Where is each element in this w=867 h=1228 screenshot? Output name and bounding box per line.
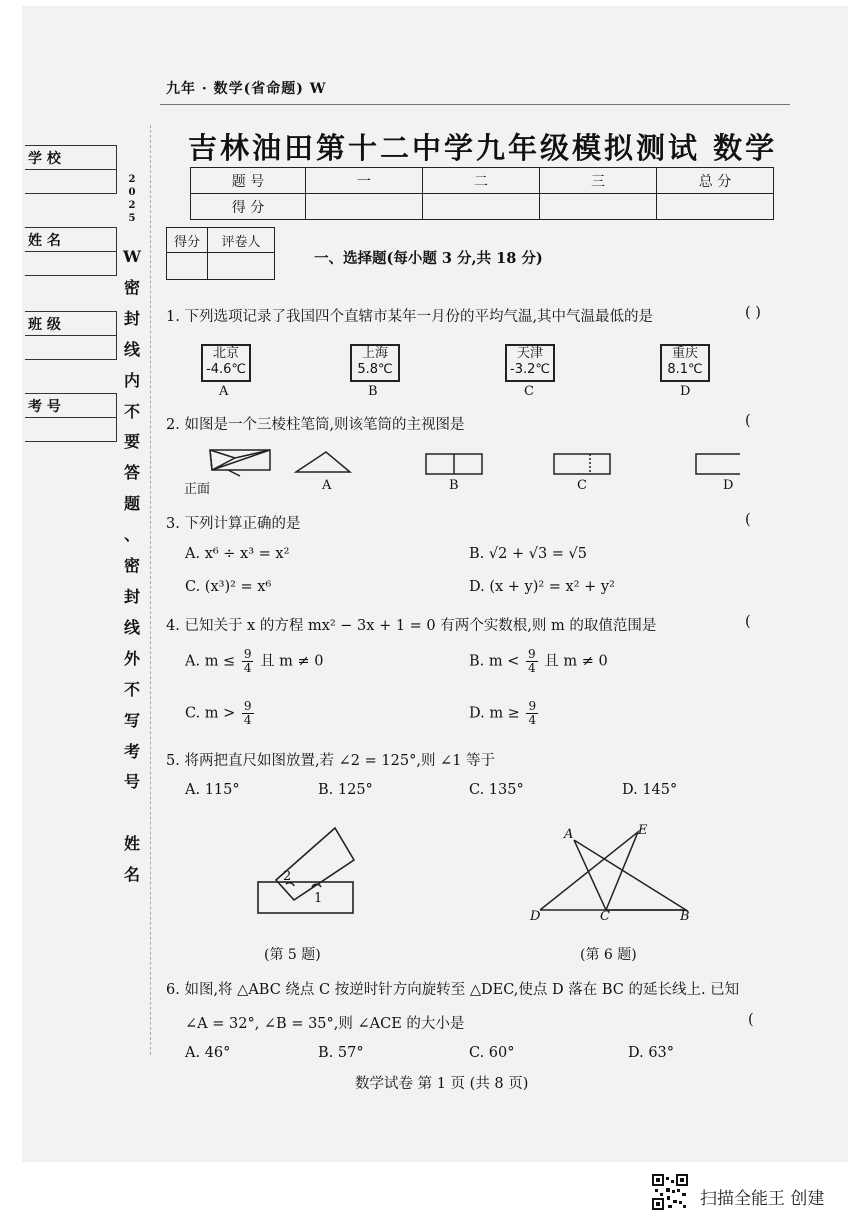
score-cell: 三 xyxy=(540,168,657,194)
class-field-input[interactable] xyxy=(25,335,117,360)
option-letter: C xyxy=(524,384,534,399)
fraction: $\frac{9}{4}$ xyxy=(243,699,252,727)
score-cell: 二 xyxy=(423,168,540,194)
grader-name-label: 评卷人 xyxy=(208,228,275,253)
triangles-figure xyxy=(526,818,706,928)
seal-notice-char: 要 xyxy=(123,432,140,452)
header-rule xyxy=(160,104,790,105)
rulers-figure xyxy=(250,820,370,920)
question-2-figures xyxy=(180,444,740,496)
option-b-split-rectangle[interactable] xyxy=(426,454,482,474)
option-letter: D xyxy=(723,478,734,493)
grader-name-cell[interactable] xyxy=(208,253,275,280)
page-footer: 数学试卷 第 1 页 (共 8 页) xyxy=(355,1076,529,1092)
question-2-stem: 2. 如图是一个三棱柱笔筒,则该笔筒的主视图是 xyxy=(166,417,465,433)
seal-notice-char: 外 xyxy=(123,648,140,668)
question-5-option-d[interactable]: D. 145° xyxy=(622,782,678,798)
option-a-triangle[interactable] xyxy=(296,452,350,472)
fraction: $\frac{9}{4}$ xyxy=(528,647,536,675)
class-field-label: 班 级 xyxy=(28,317,61,333)
question-6-stem-line1: 6. 如图,将 △ABC 绕点 C 按逆时针方向旋转至 △DEC,使点 D 落在 BC 的延长线上. 已知 xyxy=(166,982,740,998)
question-4-option-c[interactable]: C. m > $\frac{9}{4}$ xyxy=(185,699,252,727)
section1-title: 一、选择题(每小题 3 分,共 18 分) xyxy=(314,250,543,267)
city-card-b[interactable]: 上海 5.8℃ xyxy=(350,344,400,382)
grader-score-label: 得分 xyxy=(167,228,208,253)
question-5-option-a[interactable]: A. 115° xyxy=(185,782,240,798)
page-title: 吉林油田第十二中学九年级模拟测试 数学 xyxy=(188,131,778,165)
option-letter: A xyxy=(219,384,229,399)
point-c-label: C xyxy=(600,909,610,924)
exam-number-field-label: 考 号 xyxy=(28,399,61,415)
question-5-stem: 5. 将两把直尺如图放置,若 ∠2 = 125°,则 ∠1 等于 xyxy=(166,753,496,769)
figure-6-caption: (第 6 题) xyxy=(580,947,637,963)
question-5-option-c[interactable]: C. 135° xyxy=(469,782,524,798)
city-card-a[interactable]: 北京 -4.6℃ xyxy=(201,344,251,382)
question-4-option-a[interactable]: A. m ≤ $\frac{9}{4}$ 且 m ≠ 0 xyxy=(185,647,324,675)
seal-notice-char: 考 xyxy=(123,741,140,761)
name-field-input[interactable] xyxy=(25,251,117,276)
exam-number-field-input[interactable] xyxy=(25,417,117,442)
seal-notice-char: 密 xyxy=(123,277,140,297)
fraction: $\frac{9}{4}$ xyxy=(528,699,537,727)
seal-notice-char: 答 xyxy=(123,463,140,483)
score-table-header-row xyxy=(191,168,774,194)
point-b-label: B xyxy=(680,909,690,924)
question-4-stem: 4. 已知关于 x 的方程 mx² − 3x + 1 = 0 有两个实数根,则 m 的取值范围是 xyxy=(166,618,657,634)
option-letter: A xyxy=(322,478,332,493)
seal-notice-char: 、 xyxy=(123,525,140,545)
score-input-cell[interactable] xyxy=(423,194,540,220)
question-2-answer-paren[interactable]: ( xyxy=(745,413,751,429)
seal-line-notice xyxy=(122,242,142,891)
score-table xyxy=(190,167,774,220)
school-field-label: 学 校 xyxy=(28,151,61,167)
question-4-answer-paren[interactable]: ( xyxy=(745,614,751,630)
seal-dashed-line xyxy=(150,125,151,1055)
option-letter: D xyxy=(680,384,691,399)
figure-5-caption: (第 5 题) xyxy=(264,947,321,963)
score-cell: 得 分 xyxy=(191,194,306,220)
front-view-label: 正面 xyxy=(184,482,211,497)
question-6-option-d[interactable]: D. 63° xyxy=(628,1045,675,1061)
seal-notice-char xyxy=(122,798,142,829)
school-field-input[interactable] xyxy=(25,169,117,194)
angle-1-label: 1 xyxy=(314,891,323,906)
seal-notice-char: W xyxy=(123,247,141,266)
question-3-option-a[interactable]: A. x⁶ ÷ x³ = x² xyxy=(185,546,290,562)
question-1-stem: 1. 下列选项记录了我国四个直辖市某年一月份的平均气温,其中气温最低的是 xyxy=(166,309,654,325)
qr-code-icon xyxy=(652,1174,688,1210)
seal-notice-char: 内 xyxy=(123,370,140,390)
question-6-option-c[interactable]: C. 60° xyxy=(469,1045,515,1061)
question-3-answer-paren[interactable]: ( xyxy=(745,512,751,528)
fraction: $\frac{9}{4}$ xyxy=(243,647,252,675)
seal-notice-char: 密 xyxy=(123,556,140,576)
question-6-option-a[interactable]: A. 46° xyxy=(185,1045,231,1061)
option-d-rectangle[interactable] xyxy=(696,454,740,474)
seal-notice-char: 名 xyxy=(123,865,140,885)
score-table-score-row xyxy=(191,194,774,220)
city-card-c[interactable]: 天津 -3.2℃ xyxy=(505,344,555,382)
sidebar-year: 2025 xyxy=(128,174,136,224)
score-cell: 一 xyxy=(306,168,423,194)
seal-notice-char: 不 xyxy=(123,679,140,699)
horizontal-ruler xyxy=(258,882,353,913)
question-5-option-b[interactable]: B. 125° xyxy=(318,782,373,798)
seal-notice-char: 线 xyxy=(123,339,140,359)
city-card-d[interactable]: 重庆 8.1℃ xyxy=(660,344,710,382)
question-6-answer-paren[interactable]: ( xyxy=(748,1012,754,1028)
question-3-option-c[interactable]: C. (x³)² = x⁶ xyxy=(185,579,272,595)
scanner-watermark: 扫描全能王 创建 xyxy=(700,1189,825,1209)
seal-notice-char: 姓 xyxy=(123,834,140,854)
option-letter: B xyxy=(449,478,459,493)
score-cell: 题 号 xyxy=(191,168,306,194)
question-4-option-b[interactable]: B. m < $\frac{9}{4}$ 且 m ≠ 0 xyxy=(469,647,608,675)
grader-box xyxy=(166,227,275,280)
seal-notice-char: 不 xyxy=(123,401,140,421)
seal-notice-char: 封 xyxy=(123,586,140,606)
question-4-option-d[interactable]: D. m ≥ $\frac{9}{4}$ xyxy=(469,699,537,727)
score-input-cell[interactable] xyxy=(306,194,423,220)
question-6-option-b[interactable]: B. 57° xyxy=(318,1045,364,1061)
score-input-cell[interactable] xyxy=(657,194,774,220)
question-3-stem: 3. 下列计算正确的是 xyxy=(166,516,301,532)
option-letter: C xyxy=(577,478,587,493)
point-a-label: A xyxy=(564,827,574,842)
prism-pen-holder-figure xyxy=(210,450,270,476)
seal-notice-char: 写 xyxy=(123,710,140,730)
question-3-option-d[interactable]: D. (x + y)² = x² + y² xyxy=(469,579,615,595)
question-6-stem-line2: ∠A = 32°, ∠B = 35°,则 ∠ACE 的大小是 xyxy=(185,1016,465,1032)
seal-notice-char: 封 xyxy=(123,308,140,328)
option-c-dashed-rectangle[interactable] xyxy=(554,454,610,474)
option-letter: B xyxy=(368,384,378,399)
seal-notice-char: 号 xyxy=(123,772,140,792)
name-field-label: 姓 名 xyxy=(28,233,61,249)
score-input-cell[interactable] xyxy=(540,194,657,220)
tilted-ruler xyxy=(276,828,354,900)
grader-score-cell[interactable] xyxy=(167,253,208,280)
angle-2-label: 2 xyxy=(283,869,292,884)
seal-notice-char: 线 xyxy=(123,617,140,637)
question-1-answer-paren[interactable]: ( ) xyxy=(745,305,761,321)
score-cell: 总 分 xyxy=(657,168,774,194)
point-d-label: D xyxy=(530,909,541,924)
seal-notice-char: 题 xyxy=(123,494,140,514)
point-e-label: E xyxy=(638,823,648,838)
header-subject-label: 九年 · 数学(省命题) W xyxy=(166,81,327,97)
question-3-option-b[interactable]: B. √2 + √3 = √5 xyxy=(469,546,588,562)
